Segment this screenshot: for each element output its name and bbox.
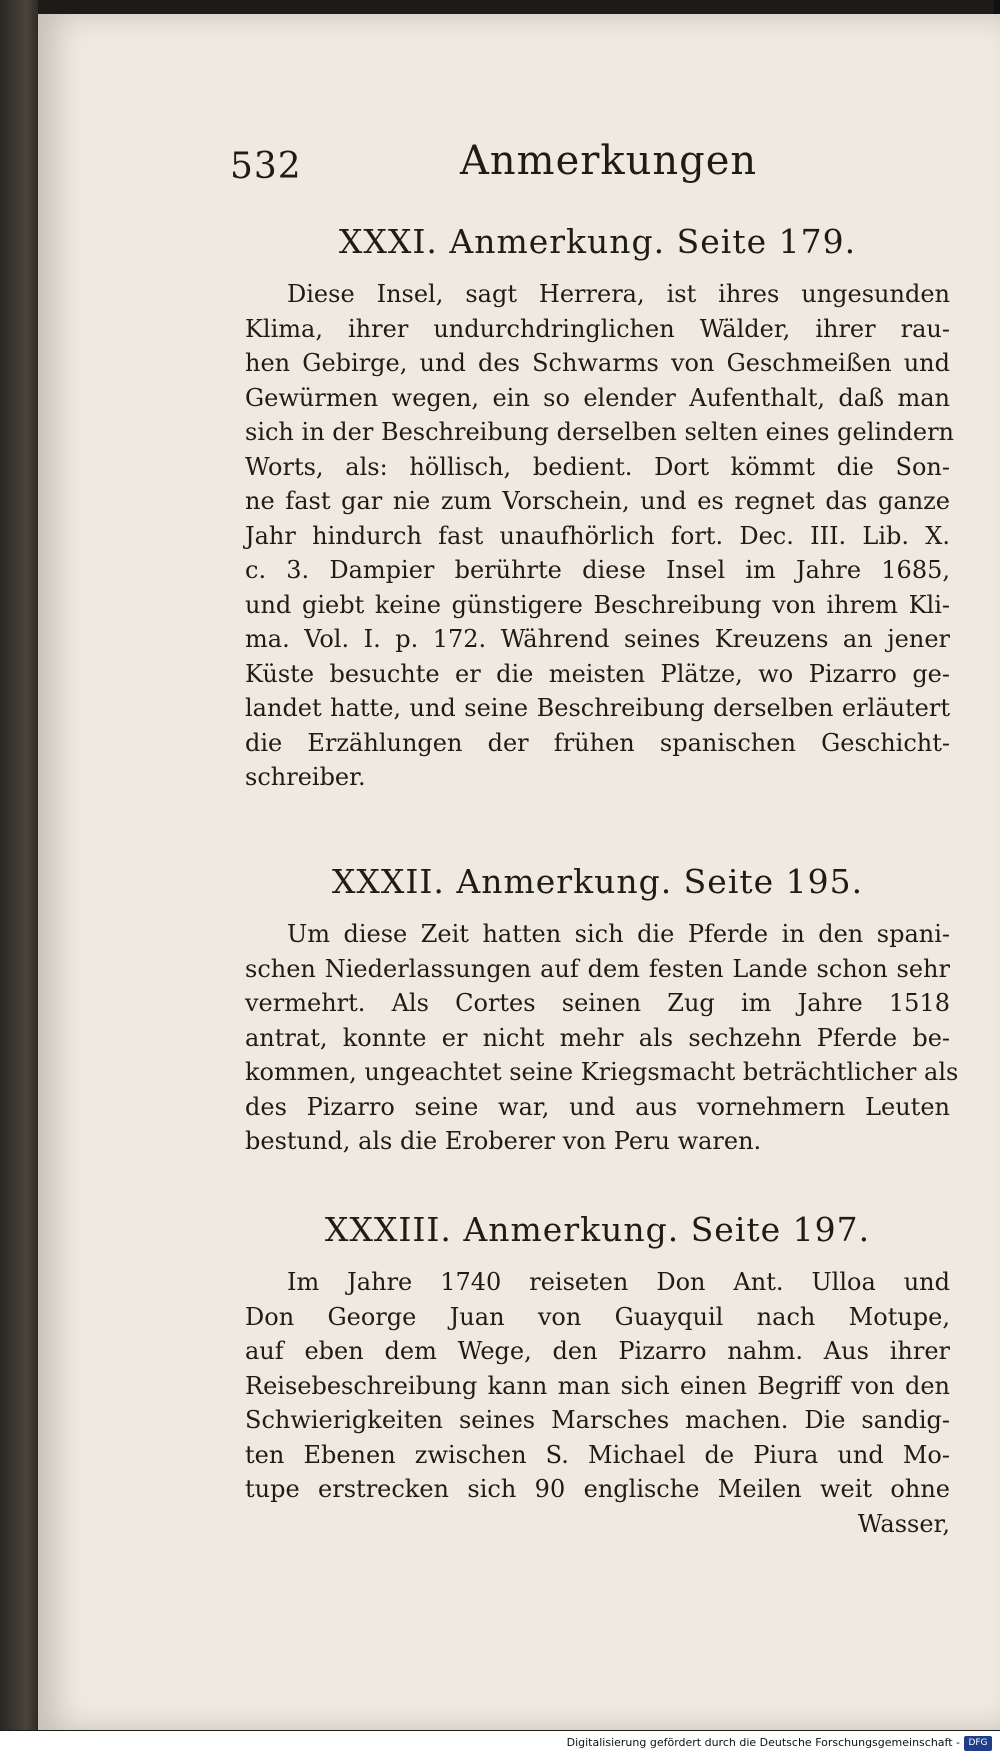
text-line: ten Ebenen zwischen S. Michael de Piura und Mo- — [245, 1440, 950, 1469]
running-head: Anmerkungen — [460, 138, 758, 184]
page-header — [230, 136, 830, 206]
text-line: ma. Vol. I. p. 172. Während seines Kreuzens an jener — [245, 625, 950, 653]
page-number: 532 — [230, 146, 302, 187]
text-line: schreiber. — [245, 763, 366, 791]
funding-notice: Digitalisierung gefördert durch die Deutsche Forschungsgemeinschaft - — [566, 1736, 960, 1749]
text-line: auf eben dem Wege, den Pizarro nahm. Aus ihrer — [245, 1337, 950, 1365]
text-line: Um diese Zeit hatten sich die Pferde in den spani- — [287, 920, 950, 948]
text-line: c. 3. Dampier berührte diese Insel im Jahre 1685, — [245, 556, 950, 584]
text-line: ne fast gar nie zum Vorschein, und es regnet das ganze — [245, 487, 950, 515]
digitization-footer — [0, 1731, 1000, 1757]
section-heading: XXXII. Anmerkung. Seite 195. — [331, 862, 864, 901]
note-section-32 — [245, 862, 959, 1159]
dfg-logo: DFG — [964, 1736, 992, 1751]
text-line: tupe erstrecken sich 90 englische Meilen weit ohne — [245, 1475, 950, 1503]
text-line: Jahr hindurch fast unaufhörlich fort. Dec. III. Lib. X. — [245, 521, 950, 550]
section-heading: XXXI. Anmerkung. Seite 179. — [338, 222, 857, 261]
text-line: und giebt keine günstigere Beschreibung von ihrem Kli- — [245, 590, 950, 619]
section-heading: XXXIII. Anmerkung. Seite 197. — [324, 1210, 871, 1249]
note-section-31 — [245, 222, 954, 795]
note-section-33 — [245, 1210, 950, 1541]
text-line: antrat, konnte er nicht mehr als sechzehn Pferde be- — [245, 1023, 950, 1052]
book-gutter-edge — [0, 0, 38, 1730]
text-line: die Erzählungen der frühen spanischen Geschicht- — [245, 728, 950, 757]
text-line: Im Jahre 1740 reiseten Don Ant. Ulloa und — [287, 1268, 950, 1296]
text-line: Schwierigkeiten seines Marsches machen. Die sandig- — [245, 1406, 950, 1434]
text-line: vermehrt. Als Cortes seinen Zug im Jahre 1518 — [245, 989, 950, 1017]
text-line: sich in der Beschreibung derselben selten eines gelindern — [245, 418, 954, 446]
text-line: hen Gebirge, und des Schwarms von Geschmeißen und — [245, 349, 950, 377]
text-line: kommen, ungeachtet seine Kriegsmacht beträchtlicher als — [245, 1058, 959, 1086]
text-line: Gewürmen wegen, ein so elender Aufenthalt, daß man — [245, 383, 950, 412]
text-line: Don George Juan von Guayquil nach Motupe, — [245, 1302, 950, 1331]
text-line: Klima, ihrer undurchdringlichen Wälder, ihrer rau- — [245, 314, 950, 343]
catchword: Wasser, — [857, 1509, 950, 1538]
text-line: schen Niederlassungen auf dem festen Lande schon sehr — [245, 954, 950, 983]
text-line: Reisebeschreibung kann man sich einen Begriff von den — [245, 1371, 950, 1400]
text-line: Diese Insel, sagt Herrera, ist ihres ungesunden — [287, 280, 950, 308]
text-line: Küste besuchte er die meisten Plätze, wo Pizarro ge- — [245, 659, 950, 688]
text-line: Worts, als: höllisch, bedient. Dort kömmt die Son- — [245, 452, 950, 481]
text-line: des Pizarro seine war, und aus vornehmern Leuten — [245, 1092, 950, 1121]
text-line: bestund, als die Eroberer von Peru waren. — [245, 1127, 762, 1155]
text-line: landet hatte, und seine Beschreibung derselben erläutert — [245, 694, 950, 722]
